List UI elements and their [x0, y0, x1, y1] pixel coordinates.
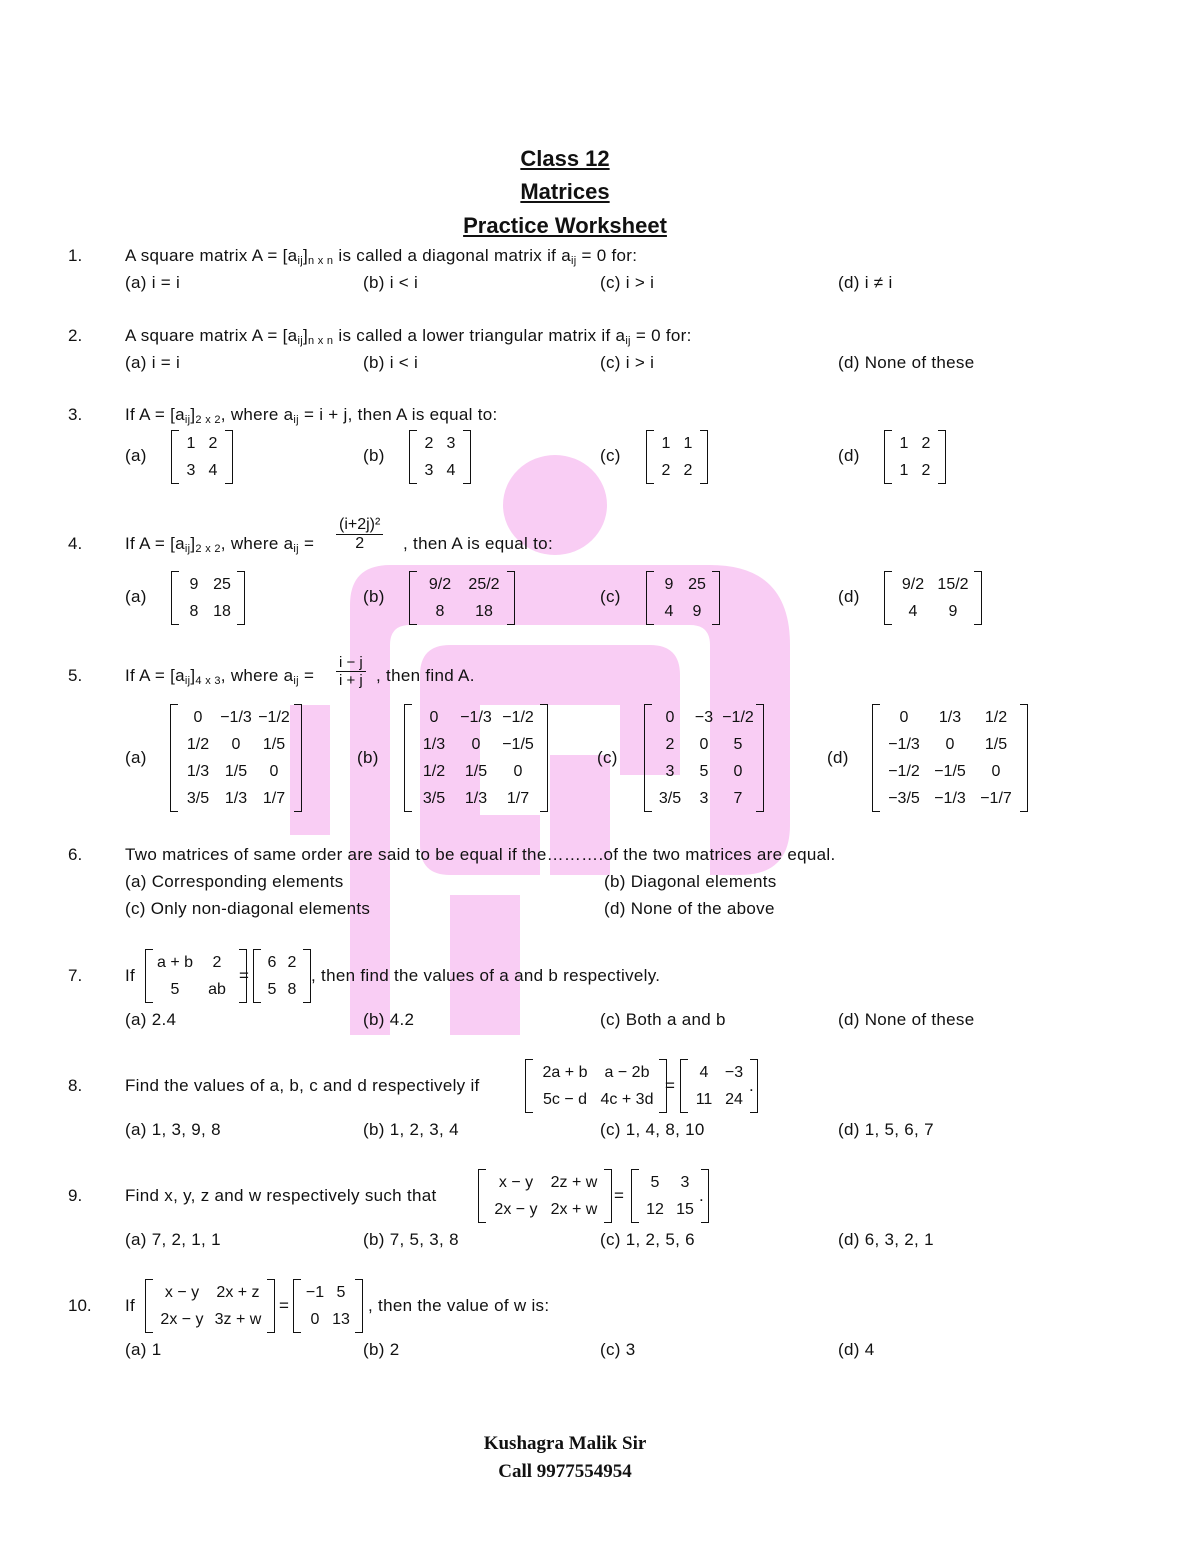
q9-rhs-matrix [631, 1169, 709, 1223]
q5-option-matrix-cell: −1/5 [934, 763, 966, 780]
q9-lhs-matrix-cell: 2z + w [550, 1174, 598, 1191]
q10-lhs-matrix-cell: 2x + z [216, 1284, 260, 1301]
q10-equals-sign: = [279, 1296, 290, 1315]
q10-if: If [125, 1296, 136, 1315]
q9-option-b[interactable]: (b) 7, 5, 3, 8 [363, 1230, 459, 1249]
q5-option-matrix-row [873, 704, 1027, 731]
q5-option-matrix-row [405, 785, 547, 812]
q7-number: 7. [68, 966, 83, 985]
q5-text: If $A = [a_{ij}]_{4 x 3}$, where $a_{ij}$ = [125, 666, 315, 687]
q7-lhs-matrix [145, 949, 250, 1003]
q5-option-matrix-cell: 0 [899, 709, 909, 726]
q4-option-matrix-cell: 9 [948, 603, 958, 620]
q7-rhs-matrix-cell: 6 [267, 954, 277, 971]
q10-lhs-matrix-cell: 3z + w [214, 1311, 262, 1328]
q3-option-matrix-cell: 2 [921, 435, 931, 452]
q5-option-matrix-cell: 1/2 [186, 736, 210, 753]
q5-option-matrix-cell: 3/5 [186, 790, 210, 807]
q3-option-matrix-cell: 3 [446, 435, 456, 452]
q7-lhs-matrix-row [146, 976, 246, 1003]
q10-option-d[interactable]: (d) 4 [838, 1340, 875, 1359]
q10-rhs-matrix-cell: 0 [310, 1311, 320, 1328]
q3-option-matrix-cell: 3 [424, 462, 434, 479]
q10-lhs-matrix-cell: 2x − y [160, 1311, 204, 1328]
footer-contact: Call 9977554954 [498, 1461, 632, 1482]
q1-option-a[interactable]: (a) i = i [125, 273, 181, 292]
q2-text: A square matrix $A = [a_{ij}]_{n x n}$ is called a lower triangular matrix if $a_{ij} = 0$ for: [125, 326, 692, 347]
q5-option-matrix-row [645, 785, 763, 812]
q5-option-matrix-cell: −1/3 [220, 709, 252, 726]
q3-number: 3. [68, 405, 83, 424]
q5-option-matrix-cell: 0 [269, 763, 279, 780]
q7-lhs-matrix-cell: 5 [170, 981, 180, 998]
q8-option-a[interactable]: (a) 1, 3, 9, 8 [125, 1120, 221, 1139]
q3-option-matrix-row [647, 430, 707, 457]
q8-lhs-matrix-cell: 5c − d [542, 1091, 588, 1108]
q5-option-matrix-cell: 3 [699, 790, 709, 807]
q8-equals-sign: = [665, 1076, 676, 1095]
q5-option-matrix-cell: 1/3 [938, 709, 962, 726]
q5-option-matrix-cell: 2 [665, 736, 675, 753]
q10-number: 10. [68, 1296, 92, 1315]
q5-option-matrix-cell: 0 [471, 736, 481, 753]
q4-option-matrix-cell: 25 [213, 576, 231, 593]
q5-option-matrix-row [645, 704, 763, 731]
q7-option-d[interactable]: (d) None of these [838, 1010, 975, 1029]
q9-lhs-matrix-row [479, 1169, 611, 1196]
q4-option-matrix-cell: 9/2 [901, 576, 925, 593]
q5-option-matrix-cell: 0 [665, 709, 675, 726]
q2-option-c[interactable]: (c) i > i [600, 353, 655, 372]
q5-option-matrix-cell: 1/3 [464, 790, 488, 807]
q5-option-matrix-row [873, 785, 1027, 812]
q4-option-matrix-cell: 8 [189, 603, 199, 620]
q5-option-matrix-row [405, 731, 547, 758]
q3-option-matrix-cell: 4 [446, 462, 456, 479]
q9-rhs-matrix-cell: 15 [676, 1201, 694, 1218]
q5-option-label[interactable]: (a) [125, 748, 147, 767]
q9-rhs-matrix-row [632, 1169, 708, 1196]
q8-rhs-matrix-cell: 11 [695, 1091, 713, 1108]
q1-text: A square matrix $A = [a_{ij}]_{n x n}$ is called a diagonal matrix if $a_{ij} = 0$ for: [125, 246, 638, 267]
q2-number: 2. [68, 326, 83, 345]
q1-option-b[interactable]: (b) i < i [363, 273, 419, 292]
q7-equals-sign: = [239, 966, 250, 985]
q5-option-matrix [170, 704, 302, 812]
q5-option-matrix-cell: −1/3 [934, 790, 966, 807]
q10-rhs-matrix [293, 1279, 363, 1333]
q10-rhs-matrix-cell: 5 [336, 1284, 346, 1301]
q5-option-matrix-row [405, 704, 547, 731]
q4-option-matrix-row [647, 571, 719, 598]
q3-option-label[interactable]: (a) [125, 446, 147, 465]
q5-option-label[interactable]: (c) [597, 748, 618, 767]
q5-option-matrix-cell: 0 [733, 763, 743, 780]
q5-option-matrix-cell: 1/2 [984, 709, 1008, 726]
q9-rhs-matrix-row [632, 1196, 708, 1223]
q3-option-matrix-row [172, 430, 232, 457]
q5-option-matrix-cell: −1/7 [980, 790, 1012, 807]
q4-option-matrix [884, 571, 982, 625]
q4-option-matrix-row [172, 571, 244, 598]
q5-option-matrix-cell: 1/5 [984, 736, 1008, 753]
q8-lhs-matrix-cell: a − 2b [604, 1064, 650, 1081]
q7-lhs-matrix-row [146, 949, 246, 976]
q5-text-end: , then find A. [376, 666, 475, 685]
q5-option-label[interactable]: (b) [357, 748, 379, 767]
q10-option-b[interactable]: (b) 2 [363, 1340, 400, 1359]
q7-if: If [125, 966, 136, 985]
q9-rhs-matrix-cell: 5 [650, 1174, 660, 1191]
q4-option-matrix-row [885, 571, 981, 598]
q5-option-matrix-cell: 0 [193, 709, 203, 726]
q7-lhs-matrix-cell: a + b [156, 954, 194, 971]
q5-option-label[interactable]: (d) [827, 748, 849, 767]
q8-lhs-matrix-row [526, 1059, 666, 1086]
q5-option-matrix-cell: −3 [694, 709, 714, 726]
q4-option-matrix-cell: 9 [664, 576, 674, 593]
q4-option-matrix-cell: 4 [908, 603, 918, 620]
q3-option-label[interactable]: (d) [838, 446, 860, 465]
q10-rhs-matrix-cell: 13 [332, 1311, 350, 1328]
q3-option-matrix-cell: 1 [186, 435, 196, 452]
q8-text-end: . [749, 1076, 755, 1095]
q5-option-matrix-row [873, 758, 1027, 785]
q10-lhs-matrix-row [146, 1279, 274, 1306]
q7-option-c[interactable]: (c) Both a and b [600, 1010, 726, 1029]
q5-option-matrix-cell: 0 [991, 763, 1001, 780]
q3-option-matrix-cell: 2 [424, 435, 434, 452]
q8-option-b[interactable]: (b) 1, 2, 3, 4 [363, 1120, 459, 1139]
q5-option-matrix-cell: −3/5 [888, 790, 920, 807]
q10-option-a[interactable]: (a) 1 [125, 1340, 162, 1359]
q4-option-matrix-cell: 9 [692, 603, 702, 620]
q7-option-b[interactable]: (b) 4.2 [363, 1010, 415, 1029]
q5-option-matrix-cell: 3/5 [658, 790, 682, 807]
q5-option-matrix-cell: −1/3 [460, 709, 492, 726]
q7-option-a[interactable]: (a) 2.4 [125, 1010, 177, 1029]
worksheet-class: Class 12 [520, 146, 610, 171]
q5-option-matrix-row [645, 758, 763, 785]
q6-option-c[interactable]: (c) Only non-diagonal elements [125, 899, 371, 918]
q10-lhs-matrix-row [146, 1306, 274, 1333]
q9-option-a[interactable]: (a) 7, 2, 1, 1 [125, 1230, 221, 1249]
q6-text: Two matrices of same order are said to be equal if the……….of the two matrices are equal. [125, 845, 836, 864]
q2-option-b[interactable]: (b) i < i [363, 353, 419, 372]
q8-text: Find the values of a, b, c and d respectively if [125, 1076, 480, 1095]
worksheet-topic: Matrices [520, 179, 610, 204]
q4-option-matrix-cell: 25/2 [468, 576, 500, 593]
q4-option-matrix-cell: 25 [688, 576, 706, 593]
q3-text: If $A = [a_{ij}]_{2 x 2}$, where $a_{ij} = i + j$, then A is equal to: [125, 405, 498, 426]
q9-text: Find x, y, z and w respectively such that [125, 1186, 437, 1205]
q4-option-matrix-row [885, 598, 981, 625]
q4-option-matrix-cell: 18 [213, 603, 231, 620]
q3-option-matrix-cell: 2 [661, 462, 671, 479]
q4-option-matrix-row [410, 571, 514, 598]
worksheet-title: Practice Worksheet [463, 213, 667, 238]
q7-rhs-matrix [253, 949, 311, 1003]
q7-rhs-matrix-cell: 5 [267, 981, 277, 998]
q5-option-matrix-cell: 5 [733, 736, 743, 753]
q9-option-c[interactable]: (c) 1, 2, 5, 6 [600, 1230, 695, 1249]
q4-option-matrix-cell: 9 [189, 576, 199, 593]
q3-option-matrix-row [410, 457, 470, 484]
q5-option-matrix-cell: 1/5 [224, 763, 248, 780]
q4-fraction-numerator: (i+2j)² [336, 516, 383, 535]
q4-option-matrix [646, 571, 720, 625]
q5-option-matrix-row [405, 758, 547, 785]
q7-lhs-matrix-cell: 2 [212, 954, 222, 971]
q5-option-matrix-cell: 1/3 [422, 736, 446, 753]
q4-option-matrix-cell: 8 [435, 603, 445, 620]
q8-rhs-matrix-cell: 24 [725, 1091, 743, 1108]
q7-rhs-matrix-row [254, 976, 310, 1003]
q5-option-matrix-cell: 1/5 [262, 736, 286, 753]
q3-option-matrix-cell: 2 [208, 435, 218, 452]
q9-rhs-matrix-cell: 12 [646, 1201, 664, 1218]
q2-option-a[interactable]: (a) i = i [125, 353, 181, 372]
q3-option-matrix [646, 430, 708, 484]
q3-option-label[interactable]: (b) [363, 446, 385, 465]
q3-option-matrix-row [647, 457, 707, 484]
q5-option-matrix-cell: 0 [513, 763, 523, 780]
q1-option-c[interactable]: (c) i > i [600, 273, 655, 292]
q5-option-matrix-cell: −1/2 [888, 763, 920, 780]
q3-option-matrix [409, 430, 471, 484]
q5-option-matrix-row [171, 758, 301, 785]
q5-option-matrix-cell: 1/3 [186, 763, 210, 780]
q5-fraction-numerator: i − j [336, 654, 366, 672]
q5-option-matrix-row [171, 731, 301, 758]
q5-option-matrix-cell: −1/2 [722, 709, 754, 726]
q8-rhs-matrix-cell: 4 [699, 1064, 709, 1081]
q5-option-matrix-row [645, 731, 763, 758]
q5-option-matrix-cell: 7 [733, 790, 743, 807]
q5-option-matrix-cell: −1/3 [888, 736, 920, 753]
q6-option-d[interactable]: (d) None of the above [604, 899, 775, 918]
q5-option-matrix-cell: 0 [231, 736, 241, 753]
q5-option-matrix-cell: 1/7 [506, 790, 530, 807]
q5-option-matrix-row [171, 704, 301, 731]
q3-option-matrix-row [885, 430, 945, 457]
q9-number: 9. [68, 1186, 83, 1205]
q8-number: 8. [68, 1076, 83, 1095]
q9-equals-sign: = [614, 1186, 625, 1205]
q1-option-d[interactable]: (d) i ≠ i [838, 273, 893, 292]
q5-option-matrix-row [873, 731, 1027, 758]
q3-option-matrix-cell: 4 [208, 462, 218, 479]
q8-option-d[interactable]: (d) 1, 5, 6, 7 [838, 1120, 934, 1139]
q9-lhs-matrix-row [479, 1196, 611, 1223]
q4-number: 4. [68, 534, 83, 553]
q3-option-matrix-cell: 1 [661, 435, 671, 452]
q3-option-matrix-row [172, 457, 232, 484]
q4-option-matrix-cell: 4 [664, 603, 674, 620]
q6-option-b[interactable]: (b) Diagonal elements [604, 872, 777, 891]
q5-option-matrix-cell: −1/2 [258, 709, 290, 726]
q5-option-matrix [644, 704, 764, 812]
q4-option-label[interactable]: (d) [838, 587, 860, 606]
q5-option-matrix [872, 704, 1028, 812]
q2-option-d[interactable]: (d) None of these [838, 353, 975, 372]
q9-option-d[interactable]: (d) 6, 3, 2, 1 [838, 1230, 934, 1249]
q8-rhs-matrix-row [681, 1086, 757, 1113]
q5-option-matrix-cell: 1/2 [422, 763, 446, 780]
q3-option-matrix-row [410, 430, 470, 457]
q4-option-matrix-row [410, 598, 514, 625]
q9-text-end: . [699, 1186, 705, 1205]
q3-option-matrix-cell: 2 [921, 462, 931, 479]
q5-fraction [336, 654, 366, 689]
q7-text-end: , then find the values of a and b respectively. [311, 966, 661, 985]
q4-fraction [336, 516, 383, 553]
q6-option-a[interactable]: (a) Corresponding elements [125, 872, 344, 891]
q4-option-label[interactable]: (c) [600, 587, 621, 606]
q5-option-matrix-cell: 0 [429, 709, 439, 726]
q7-lhs-matrix-cell: ab [208, 981, 226, 998]
q3-option-matrix-row [885, 457, 945, 484]
q3-option-matrix-cell: 1 [899, 462, 909, 479]
q5-option-matrix-cell: 1/3 [224, 790, 248, 807]
q3-option-matrix-cell: 1 [899, 435, 909, 452]
q4-option-matrix [409, 571, 515, 625]
q8-lhs-matrix [525, 1059, 667, 1113]
q4-option-matrix-cell: 18 [475, 603, 493, 620]
q3-option-matrix [884, 430, 946, 484]
q10-text-end: , then the value of w is: [368, 1296, 550, 1315]
q5-option-matrix-cell: 1/7 [262, 790, 286, 807]
q10-rhs-matrix-row [294, 1306, 362, 1333]
q8-lhs-matrix-row [526, 1086, 666, 1113]
q5-option-matrix-cell: 0 [699, 736, 709, 753]
q5-option-matrix [404, 704, 548, 812]
q7-rhs-matrix-cell: 2 [287, 954, 297, 971]
q4-option-label[interactable]: (a) [125, 587, 147, 606]
q4-option-label[interactable]: (b) [363, 587, 385, 606]
q7-rhs-matrix-cell: 8 [287, 981, 297, 998]
q9-lhs-matrix-cell: x − y [498, 1174, 534, 1191]
q7-rhs-matrix-row [254, 949, 310, 976]
q8-lhs-matrix-cell: 2a + b [542, 1064, 588, 1081]
q8-rhs-matrix [680, 1059, 758, 1113]
q3-option-label[interactable]: (c) [600, 446, 621, 465]
q8-rhs-matrix-row [681, 1059, 757, 1086]
q4-option-matrix-cell: 9/2 [428, 576, 452, 593]
q5-fraction-denominator: i + j [339, 672, 363, 689]
q4-option-matrix-cell: 15/2 [937, 576, 969, 593]
q4-option-matrix-row [647, 598, 719, 625]
q10-rhs-matrix-row [294, 1279, 362, 1306]
q5-number: 5. [68, 666, 83, 685]
q8-lhs-matrix-cell: 4c + 3d [600, 1091, 654, 1108]
q8-rhs-matrix-cell: −3 [724, 1064, 744, 1081]
q3-option-matrix-cell: 2 [683, 462, 693, 479]
q3-option-matrix-cell: 3 [186, 462, 196, 479]
q4-text-end: , then A is equal to: [403, 534, 553, 553]
q5-option-matrix-cell: 3/5 [422, 790, 446, 807]
q3-option-matrix [171, 430, 233, 484]
q5-option-matrix-row [171, 785, 301, 812]
q6-number: 6. [68, 845, 83, 864]
q10-rhs-matrix-cell: −1 [305, 1284, 325, 1301]
q10-lhs-matrix-cell: x − y [164, 1284, 200, 1301]
q4-option-matrix-row [172, 598, 244, 625]
q4-option-matrix [171, 571, 245, 625]
q10-option-c[interactable]: (c) 3 [600, 1340, 636, 1359]
q1-number: 1. [68, 246, 83, 265]
q5-option-matrix-cell: 5 [699, 763, 709, 780]
q5-option-matrix-cell: 3 [665, 763, 675, 780]
q9-lhs-matrix-cell: 2x − y [494, 1201, 538, 1218]
footer-author: Kushagra Malik Sir [483, 1433, 647, 1454]
q10-lhs-matrix [145, 1279, 275, 1333]
q5-option-matrix-cell: 0 [945, 736, 955, 753]
q4-text: If $A = [a_{ij}]_{2 x 2}$, where $a_{ij}$ = [125, 534, 315, 555]
q5-option-matrix-cell: −1/2 [502, 709, 534, 726]
q9-lhs-matrix-cell: 2x + w [550, 1201, 598, 1218]
q9-lhs-matrix [478, 1169, 612, 1223]
q5-option-matrix-cell: −1/5 [502, 736, 534, 753]
q9-rhs-matrix-cell: 3 [680, 1174, 690, 1191]
q4-fraction-denominator: 2 [355, 535, 365, 552]
q8-option-c[interactable]: (c) 1, 4, 8, 10 [600, 1120, 705, 1139]
q3-option-matrix-cell: 1 [683, 435, 693, 452]
q5-option-matrix-cell: 1/5 [464, 763, 488, 780]
